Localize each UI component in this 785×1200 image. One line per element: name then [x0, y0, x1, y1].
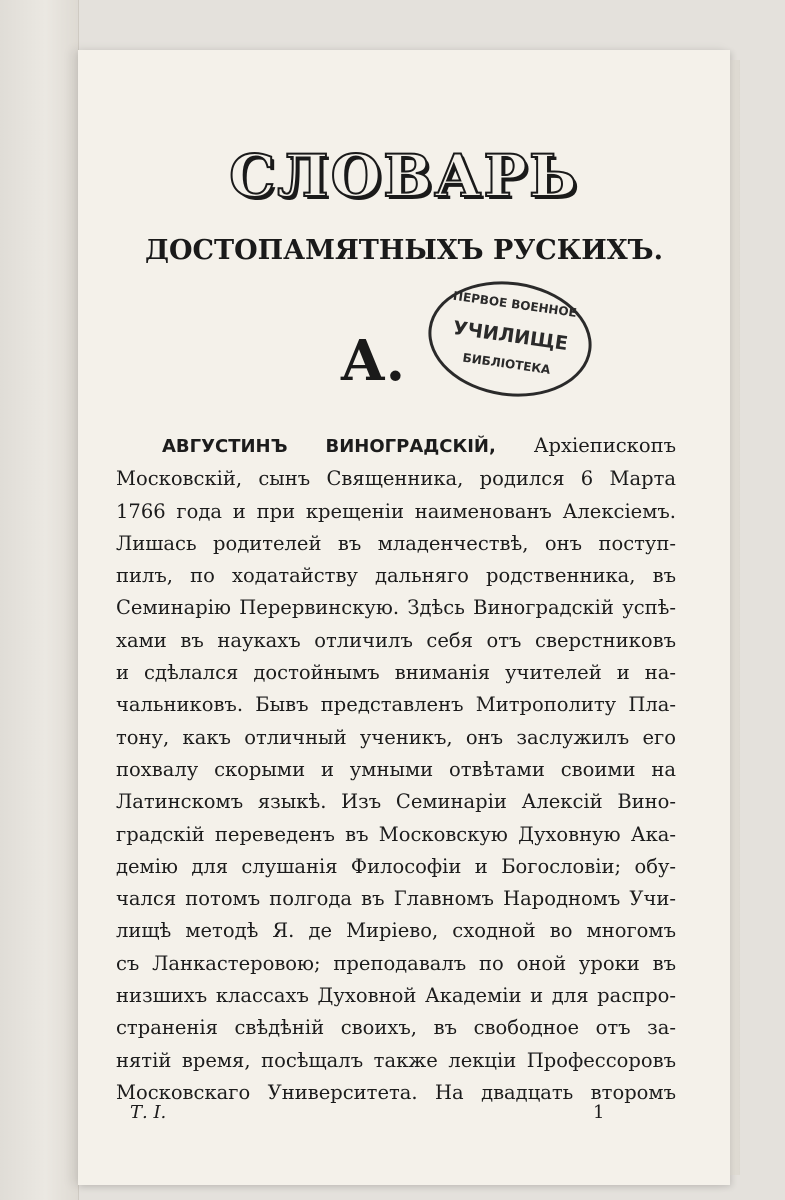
facing-page	[0, 0, 79, 1200]
entry-line: Лишась родителей въ младенчествѣ, онъ поступ-	[116, 531, 676, 555]
entry-line: пилъ, по ходатайству дальняго родственника, въ	[116, 564, 676, 588]
entry-line: градскій переведенъ въ Московскую Духовную Ака-	[116, 822, 676, 846]
entry-name: АВГУСТИНЪ ВИНОГРАДСКІЙ,	[162, 436, 496, 457]
entry-body	[116, 430, 676, 1109]
entry-line: съ Ланкастеровою; преподавалъ по оной уроки въ	[116, 951, 676, 975]
entry-line-text: Архіепископъ	[495, 434, 676, 457]
entry-line: тону, какъ отличный ученикъ, онъ заслужилъ его	[116, 725, 676, 749]
page-number: 1	[593, 1102, 605, 1123]
entry-line: лищѣ методѣ Я. де Миріево, сходной во многомъ	[116, 919, 676, 943]
entry-line: страненія свѣдѣній своихъ, въ свободное отъ за-	[116, 1016, 676, 1040]
entry-line: Латинскомъ языкѣ. Изъ Семинаріи Алексій Вино-	[116, 790, 676, 814]
page-subtitle: ДОСТОПАМЯТНЫХЪ РУСКИХЪ.	[145, 235, 663, 266]
entry-line: Семинарію Перервинскую. Здѣсь Виноградскій успѣ-	[116, 596, 676, 620]
book-page	[78, 50, 730, 1185]
library-stamp	[421, 271, 599, 407]
section-letter: А.	[340, 328, 406, 394]
entry-line: Московскаго Университета. На двадцать второмъ	[116, 1080, 676, 1104]
entry-line: похвалу скорыми и умными отвѣтами своими на	[116, 757, 676, 781]
entry-line	[116, 430, 676, 463]
signature-mark: Т. I.	[130, 1102, 167, 1123]
entry-line: хами въ наукахъ отличилъ себя отъ сверстниковъ	[116, 628, 676, 652]
entry-line: чался потомъ полгода въ Главномъ Народномъ Учи-	[116, 887, 676, 911]
entry-line: 1766 года и при крещеніи наименованъ Алексіемъ.	[116, 499, 676, 523]
stamp-bottom-text: БИБЛІОТЕКА	[461, 350, 552, 377]
stamp-top-text: ПЕРВОЕ ВОЕННОЕ	[452, 288, 578, 320]
page-title: СЛОВАРЬ	[229, 142, 579, 210]
entry-line: демію для слушанія Философіи и Богословіи; обу-	[116, 854, 676, 878]
stamp-middle-text: УЧИЛИЩЕ	[451, 317, 570, 355]
entry-line: низшихъ классахъ Духовной Академіи и для распро-	[116, 984, 676, 1008]
entry-line: и сдѣлался достойнымъ вниманія учителей и на-	[116, 661, 676, 685]
entry-line: Московскій, сынъ Священника, родился 6 Марта	[116, 467, 676, 491]
entry-line: чальниковъ. Бывъ представленъ Митрополиту Пла-	[116, 693, 676, 717]
entry-line: нятій время, посѣщалъ также лекціи Профессоровъ	[116, 1048, 676, 1072]
